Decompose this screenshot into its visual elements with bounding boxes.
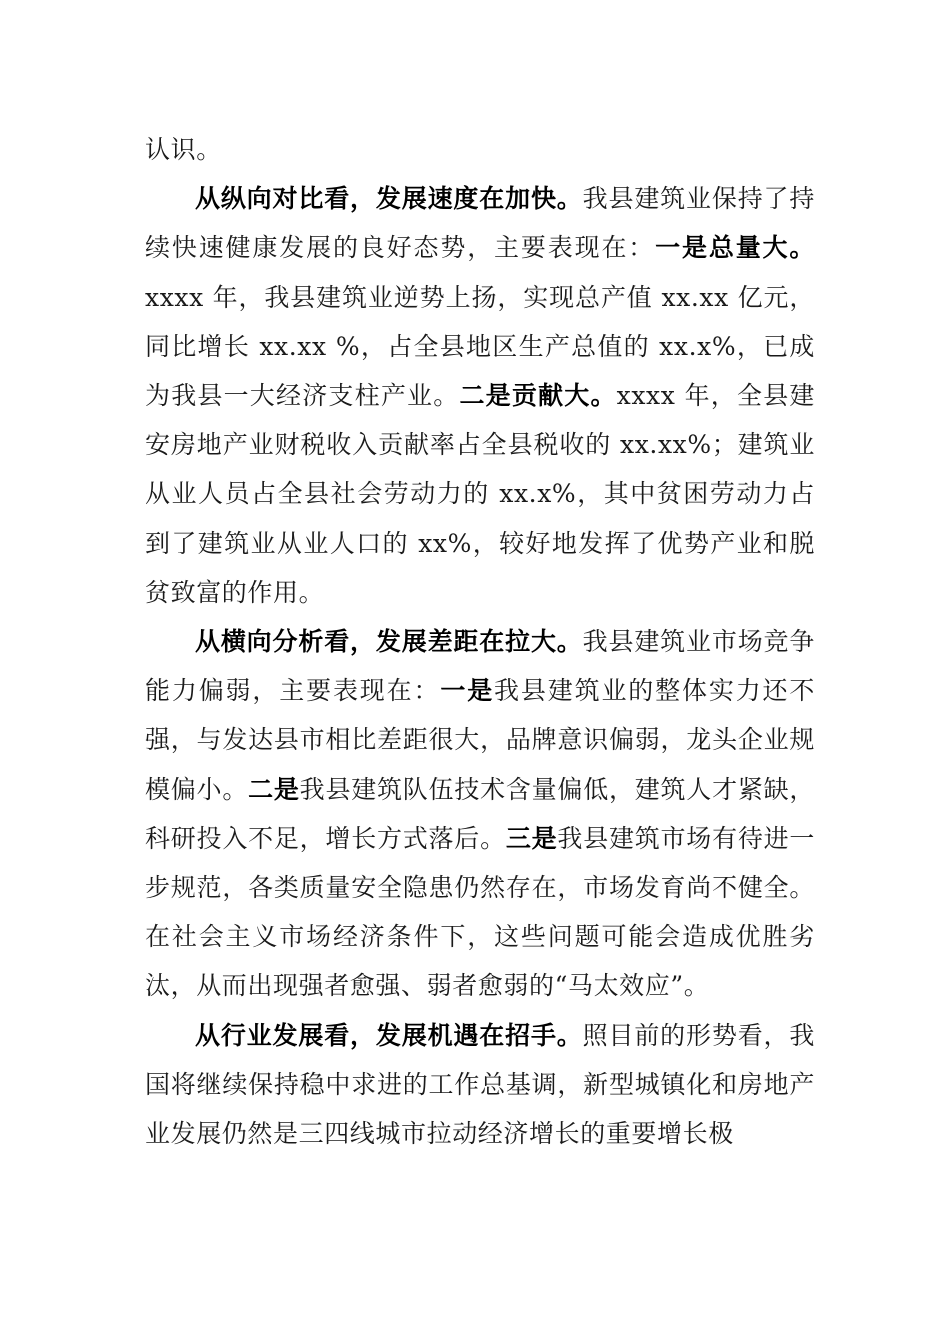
point-contribution: 二是贡献大。	[459, 381, 617, 411]
paragraph-vertical-comparison	[145, 174, 815, 617]
heading-horizontal-analysis: 从横向分析看，发展差距在拉大。	[195, 627, 583, 657]
paragraph-3-text-d: 我县建筑市场有待进一步规范，各类质量安全隐患仍然存在，市场发育尚不健全。在社会主义市场经济条件下，这些问题可能会造成优胜劣汰，从而出现强者愈强、弱者愈弱的“马太效应”。	[145, 823, 815, 1001]
paragraph-horizontal-analysis	[145, 617, 815, 1011]
heading-industry-development: 从行业发展看，发展机遇在招手。	[195, 1020, 583, 1050]
point-three: 三是	[505, 823, 558, 853]
paragraph-3-text-a: 我县建筑业市场竞争能力偏弱，主要表现在：	[145, 627, 815, 706]
point-two: 二是	[248, 774, 300, 804]
paragraph-2-text-a: 我县建筑业保持了持续快速健康发展的良好态势，主要表现在：	[145, 184, 815, 263]
paragraph-2-text-c: xxxx 年，全县建安房地产业财税收入贡献率占全县税收的 xx.xx%；建筑业从业人员占全县社会劳动力的 xx.x%，其中贫困劳动力占到了建筑业从业人口的 xx%，较好地发挥了优势产业和脱贫致富的作用。	[145, 381, 816, 607]
document-body	[145, 125, 815, 1158]
paragraph-1	[145, 125, 815, 174]
paragraph-3-text-b: 我县建筑业的整体实力还不强，与发达县市相比差距很大，品牌意识偏弱，龙头企业规模偏小。	[145, 676, 815, 804]
point-one: 一是	[440, 676, 495, 706]
paragraph-3-text-c: 我县建筑队伍技术含量偏低，建筑人才紧缺，科研投入不足，增长方式落后。	[145, 774, 815, 853]
paragraph-1-text: 认识。	[145, 135, 222, 164]
point-total-volume: 一是总量大。	[655, 233, 815, 263]
paragraph-industry-development	[145, 1011, 815, 1159]
paragraph-4-text-a: 照目前的形势看，我国将继续保持稳中求进的工作总基调，新型城镇化和房地产业发展仍然是三四线城市拉动经济增长的重要增长极	[145, 1020, 815, 1149]
paragraph-2-text-b: xxxx 年，我县建筑业逆势上扬，实现总产值 xx.xx 亿元，同比增长 xx.xx %，占全县地区生产总值的 xx.x%，已成为我县一大经济支柱产业。	[145, 282, 815, 411]
heading-vertical-comparison: 从纵向对比看，发展速度在加快。	[195, 184, 583, 214]
